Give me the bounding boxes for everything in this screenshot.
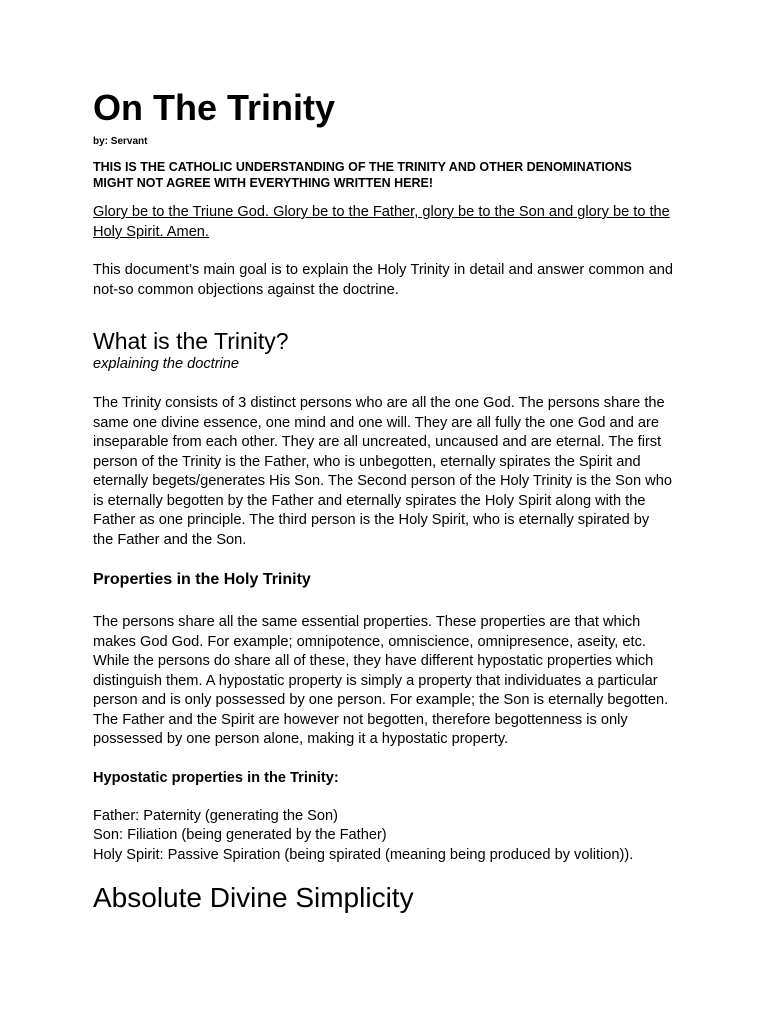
hypostatic-properties-heading: Hypostatic properties in the Trinity:: [93, 769, 339, 786]
document-title: On The Trinity: [93, 87, 336, 128]
list-item: Holy Spirit: Passive Spiration (being spirated (meaning being produced by volition)).: [93, 846, 634, 863]
hypostatic-properties-list: [93, 807, 673, 866]
list-item: Son: Filiation (being generated by the Father): [93, 827, 387, 843]
trinity-paragraph: The Trinity consists of 3 distinct persons who are all the one God. The persons share the same one divine essence, one mind and one will. They are all fully the one God and are inseparable from each other. They are all uncreated, uncaused and are eternal. The first person of the Trinity is the Father, who is unbegotten, eternally spirates the Spirit and eternally begets/generates His Son. The Second person of the Holy Trinity is the Son who is eternally begotten by the Father and eternally spirates the Holy Spirit along with the Father as one principle. The third person is the Holy Spirit, who is eternally spirated by the Father and the Son.: [93, 395, 672, 548]
author-byline: by: Servant: [93, 136, 148, 147]
intro-paragraph: This document’s main goal is to explain the Holy Trinity in detail and answer common and not-so common objections against the doctrine.: [93, 262, 673, 298]
properties-paragraph: The persons share all the same essential properties. These properties are that which makes God God. For example; omnipotence, omniscience, omnipresence, aseity, etc. While the persons do share all of these, they have different hypostatic properties which distinguish them. A hypostatic property is simply a property that individuates a particular person and is only possessed by one person. For example; the Son is eternally begotten. The Father and the Spirit are however not begotten, therefore begottenness is only possessed by one person alone, making it a hypostatic property.: [93, 614, 669, 747]
section-heading-divine-simplicity: Absolute Divine Simplicity: [93, 882, 414, 913]
list-item: Father: Paternity (generating the Son): [93, 807, 338, 824]
section-heading-properties: Properties in the Holy Trinity: [93, 571, 311, 588]
doxology-line: Glory be to the Triune God. Glory be to the Father, glory be to the Son and glory be to the Holy Spirit. Amen.: [93, 204, 670, 240]
section-subtitle: explaining the doctrine: [93, 356, 240, 372]
document-page: [93, 86, 673, 915]
section-heading-what-is-trinity: What is the Trinity?: [93, 328, 289, 354]
denomination-notice: THIS IS THE CATHOLIC UNDERSTANDING OF THE TRINITY AND OTHER DENOMINATIONS MIGHT NOT AGREE WITH EVERYTHING WRITTEN HERE!: [93, 160, 632, 190]
